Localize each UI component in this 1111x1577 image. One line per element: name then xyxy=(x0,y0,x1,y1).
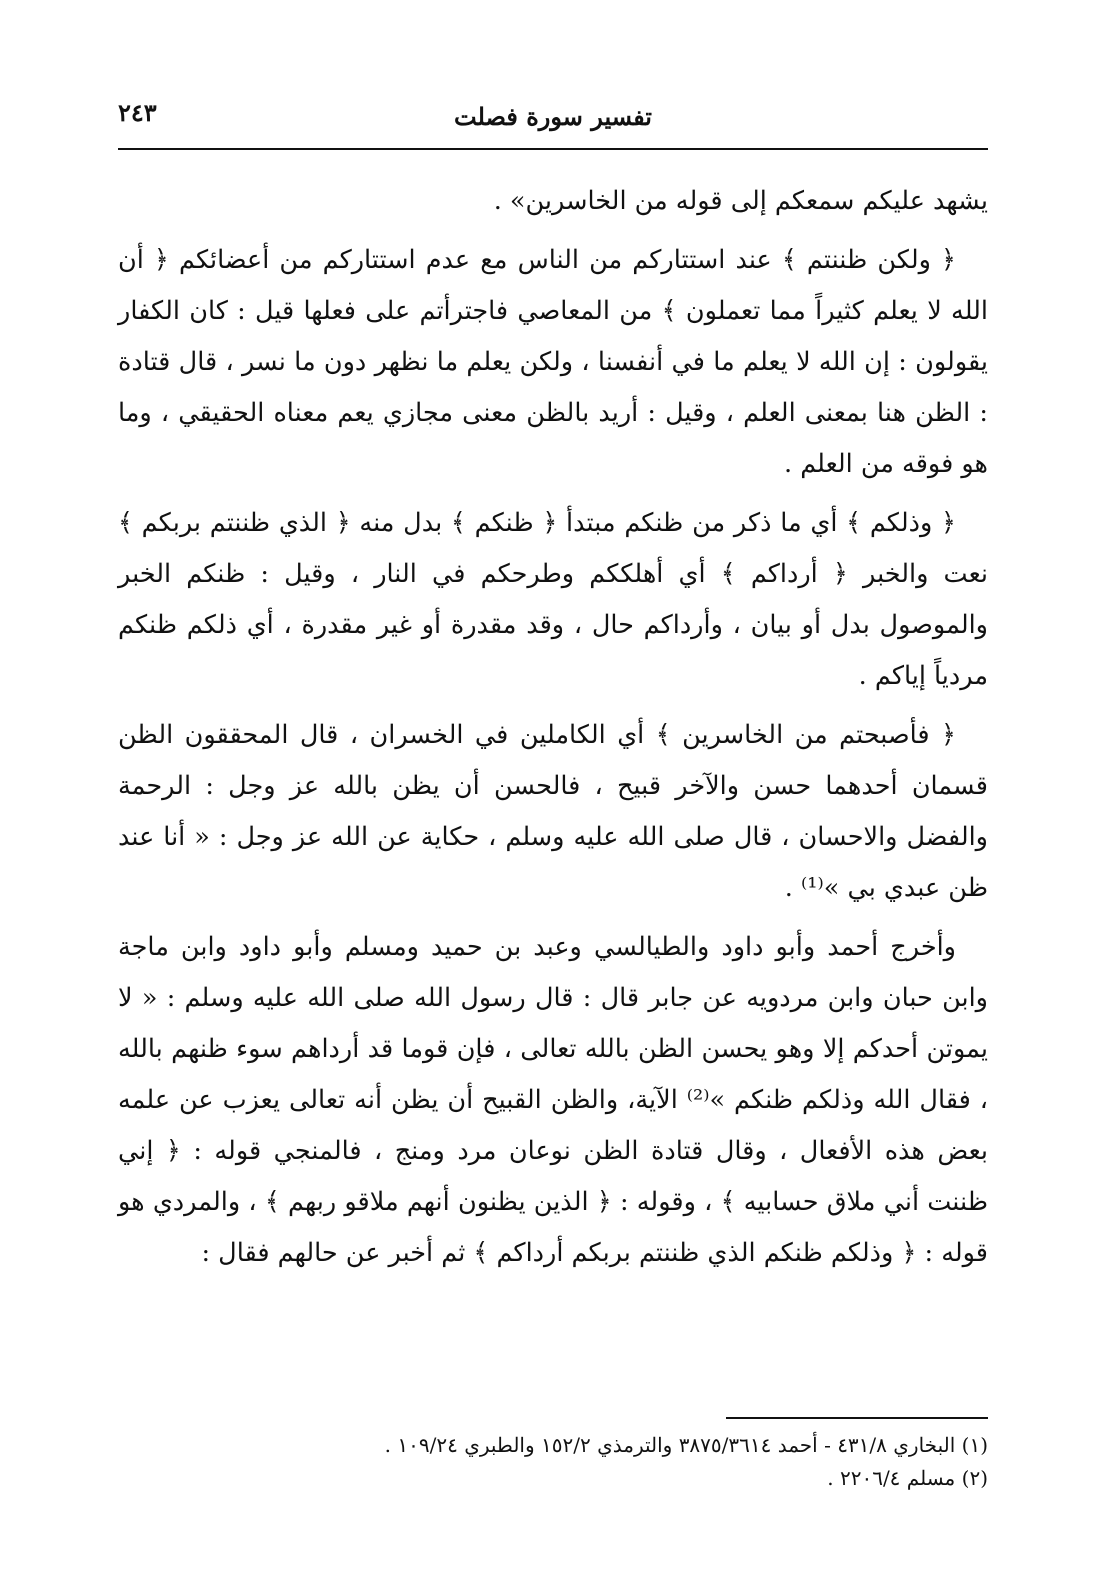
paragraph: ﴿ ولكن ظننتم ﴾ عند استتاركم من الناس مع عدم استتاركم من أعضائكم ﴿ أن الله لا يعلم كثيراً مما تعملون ﴾ من المعاصي فاجترأتم على فعلها قيل : كان الكفار يقولون : إن الله لا يعلم ما في أنفسنا ، ولكن يعلم ما نظهر دون ما نسر ، قال قتادة : الظن هنا بمعنى العلم ، وقيل : أريد بالظن معنى مجازي يعم معناه الحقيقي ، وما هو فوقه من العلم . xyxy=(118,245,988,479)
book-page xyxy=(118,92,988,1532)
header-divider xyxy=(118,148,988,150)
main-text xyxy=(118,176,988,1287)
paragraph: يشهد عليكم سمعكم إلى قوله من الخاسرين» . xyxy=(493,186,988,216)
footnote: (١) البخاري ٤٣١/٨ - أحمد ٣٨٧٥/٣٦١٤ والترمذي ١٥٢/٢ والطبري ١٠٩/٢٤ . xyxy=(384,1433,988,1457)
footnotes xyxy=(118,1417,988,1495)
paragraph: ﴿ فأصبحتم من الخاسرين ﴾ أي الكاملين في الخسران ، قال المحققون الظن قسمان أحدهما حسن والآخر قبيح ، فالحسن أن يظن بالله عز وجل : الرحمة والفضل والاحسان ، قال صلى الله عليه وسلم ، حكاية عن الله عز وجل : « أنا عند ظن عبدي بي »⁽¹⁾ . xyxy=(118,720,988,903)
paragraph: ﴿ وذلكم ﴾ أي ما ذكر من ظنكم مبتدأ ﴿ ظنكم ﴾ بدل منه ﴿ الذي ظننتم بربكم ﴾ نعت والخبر ﴿ أرداكم ﴾ أي أهلككم وطرحكم في النار ، وقيل : ظنكم الخبر والموصول بدل أو بيان ، وأرداكم حال ، وقد مقدرة أو غير مقدرة ، أي ذلكم ظنكم مردياً إياكم . xyxy=(118,508,988,691)
paragraph: وأخرج أحمد وأبو داود والطيالسي وعبد بن حميد ومسلم وأبو داود وابن ماجة وابن حبان وابن مردويه عن جابر قال : قال رسول الله صلى الله عليه وسلم : « لا يموتن أحدكم إلا وهو يحسن الظن بالله تعالى ، فإن قوما قد أرداهم سوء ظنهم بالله ، فقال الله وذلكم ظنكم »⁽²⁾ الآية، والظن القبيح أن يظن أنه تعالى يعزب عن علمه بعض هذه الأفعال ، وقال قتادة الظن نوعان مرد ومنج ، فالمنجي قوله : ﴿ إني ظننت أني ملاق حسابيه ﴾ ، وقوله : ﴿ الذين يظنون أنهم ملاقو ربهم ﴾ ، والمردي هو قوله : ﴿ وذلكم ظنكم الذي ظننتم بربكم أرداكم ﴾ ثم أخبر عن حالهم فقال : xyxy=(118,932,988,1268)
page-number: ٢٤٣ xyxy=(118,98,157,127)
page-header xyxy=(118,92,988,142)
running-title: تفسير سورة فصلت xyxy=(454,102,652,131)
footnote-divider xyxy=(726,1417,988,1419)
footnote: (٢) مسلم ٢٢٠٦/٤ . xyxy=(827,1466,988,1490)
